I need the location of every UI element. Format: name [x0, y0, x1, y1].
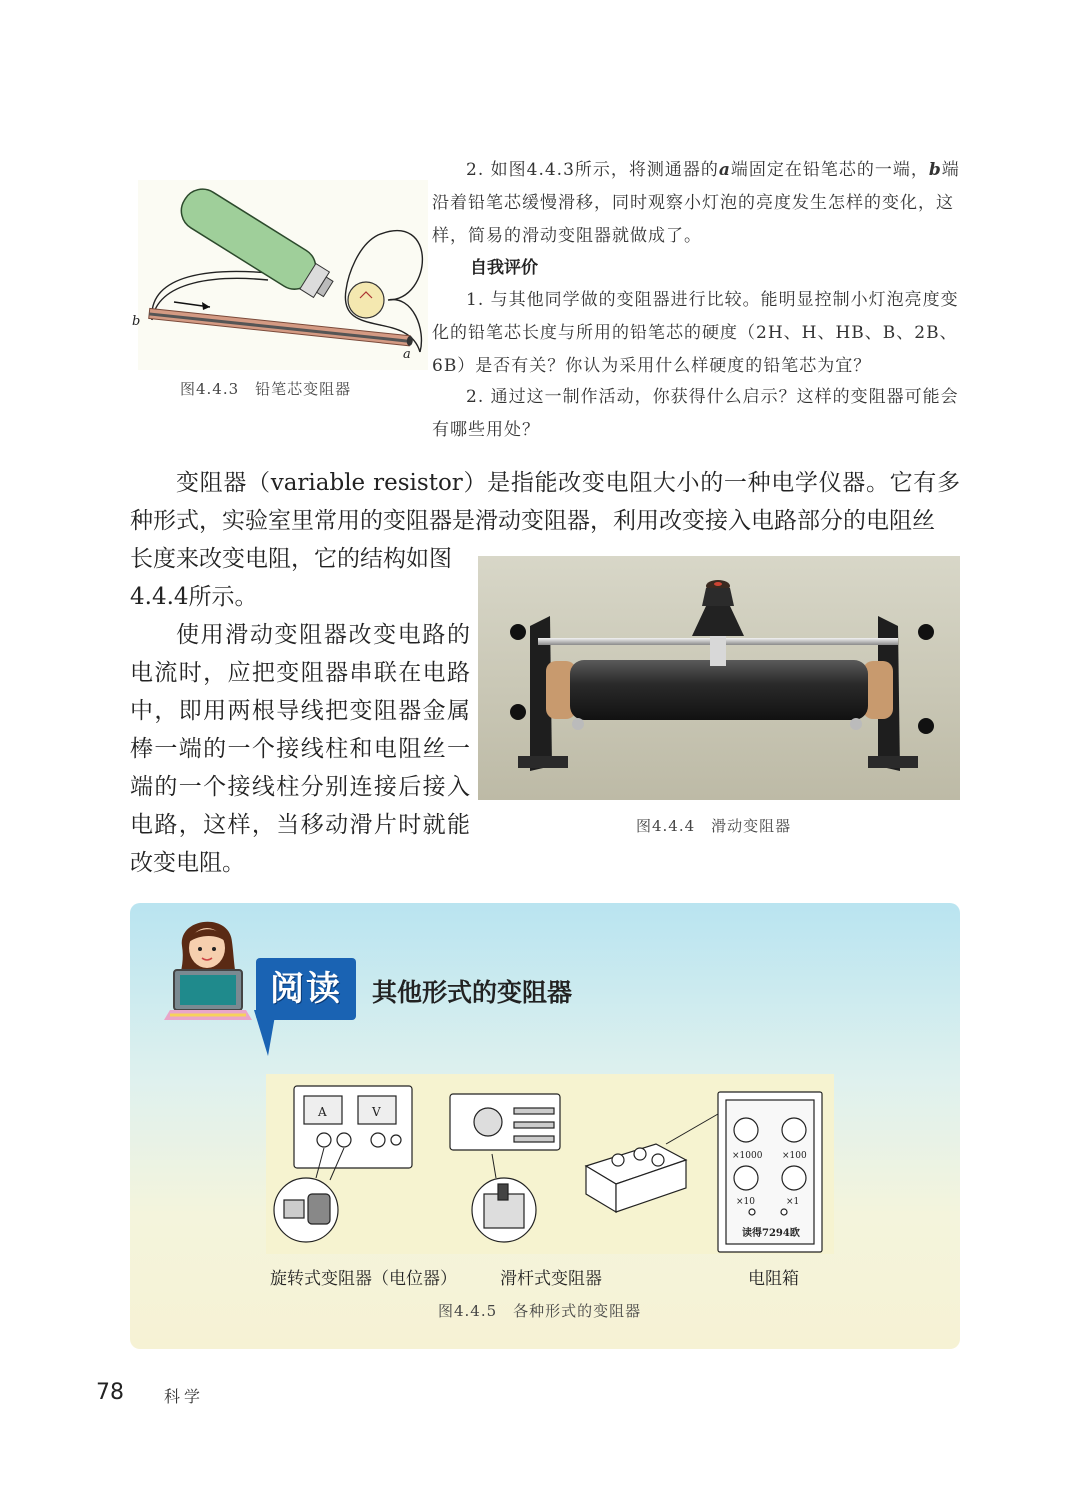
subject-label: 科学 [164, 1387, 205, 1406]
rotary-rheostat-label: 旋转式变阻器（电位器） [270, 1269, 457, 1289]
voltmeter-label: V [372, 1105, 381, 1119]
figure-caption-4-4-3: 图4.4.3 铅笔芯变阻器 [180, 380, 352, 398]
ammeter-label: A [318, 1105, 327, 1119]
self-evaluation-item-1: 1. 与其他同学做的变阻器进行比较。能明显控制小灯泡亮度变化的铅笔芯长度与所用的铅笔芯的硬度（2H、H、HB、B、2B、6B）是否有关？你认为采用什么样硬度的铅笔芯为宜？ [432, 290, 959, 376]
self-evaluation-item-2: 2. 通过这一制作活动，你获得什么启示？这样的变阻器可能会有哪些用处？ [432, 387, 959, 440]
reading-title: 其他形式的变阻器 [372, 978, 573, 1007]
speech-tail-icon [246, 1010, 286, 1056]
multiplier-10: ×10 [736, 1197, 755, 1207]
figure-caption-4-4-4: 图4.4.4 滑动变阻器 [636, 817, 792, 835]
reading-badge: 阅读 [256, 958, 356, 1020]
resistance-box-label: 电阻箱 [748, 1269, 799, 1289]
multiplier-1000: ×1000 [732, 1151, 763, 1161]
resistance-box-reading: 读得7294欧 [742, 1228, 800, 1239]
multiplier-100: ×100 [782, 1151, 807, 1161]
self-evaluation-heading: 自我评价 [470, 258, 538, 278]
label-a: a [403, 347, 411, 362]
activity-step-2: 2. 如图4.4.3所示，将测通器的a端固定在铅笔芯的一端，b端沿着铅笔芯缓慢滑移，同时观察小灯泡的亮度发生怎样的变化，这样，简易的滑动变阻器就做成了。 [432, 160, 960, 246]
rheostat-types-figure [266, 1074, 834, 1254]
intro-paragraph: 变阻器（variable resistor）是指能改变电阻大小的一种电学仪器。它有多种形式，实验室里常用的变阻器是滑动变阻器，利用改变接入电路部分的电阻丝 [130, 470, 960, 534]
label-b: b [132, 314, 141, 329]
pencil-rheostat-figure [132, 180, 428, 370]
page-number: 78 [96, 1380, 124, 1405]
multiplier-1: ×1 [786, 1197, 800, 1207]
figure-caption-4-4-5: 图4.4.5 各种形式的变阻器 [438, 1302, 642, 1320]
intro-paragraph-continued: 长度来改变电阻，它的结构如图4.4.4所示。 [130, 546, 452, 610]
usage-paragraph: 使用滑动变阻器改变电路的电流时，应把变阻器串联在电路中，即用两根导线把变阻器金属棒一端的一个接线柱和电阻丝一端的一个接线柱分别连接后接入电路，这样，当移动滑片时就能改变电阻。 [130, 622, 470, 876]
reading-girl-icon [160, 912, 256, 1024]
slide-rheostat-label: 滑杆式变阻器 [500, 1269, 602, 1289]
sliding-rheostat-photo [478, 556, 960, 800]
